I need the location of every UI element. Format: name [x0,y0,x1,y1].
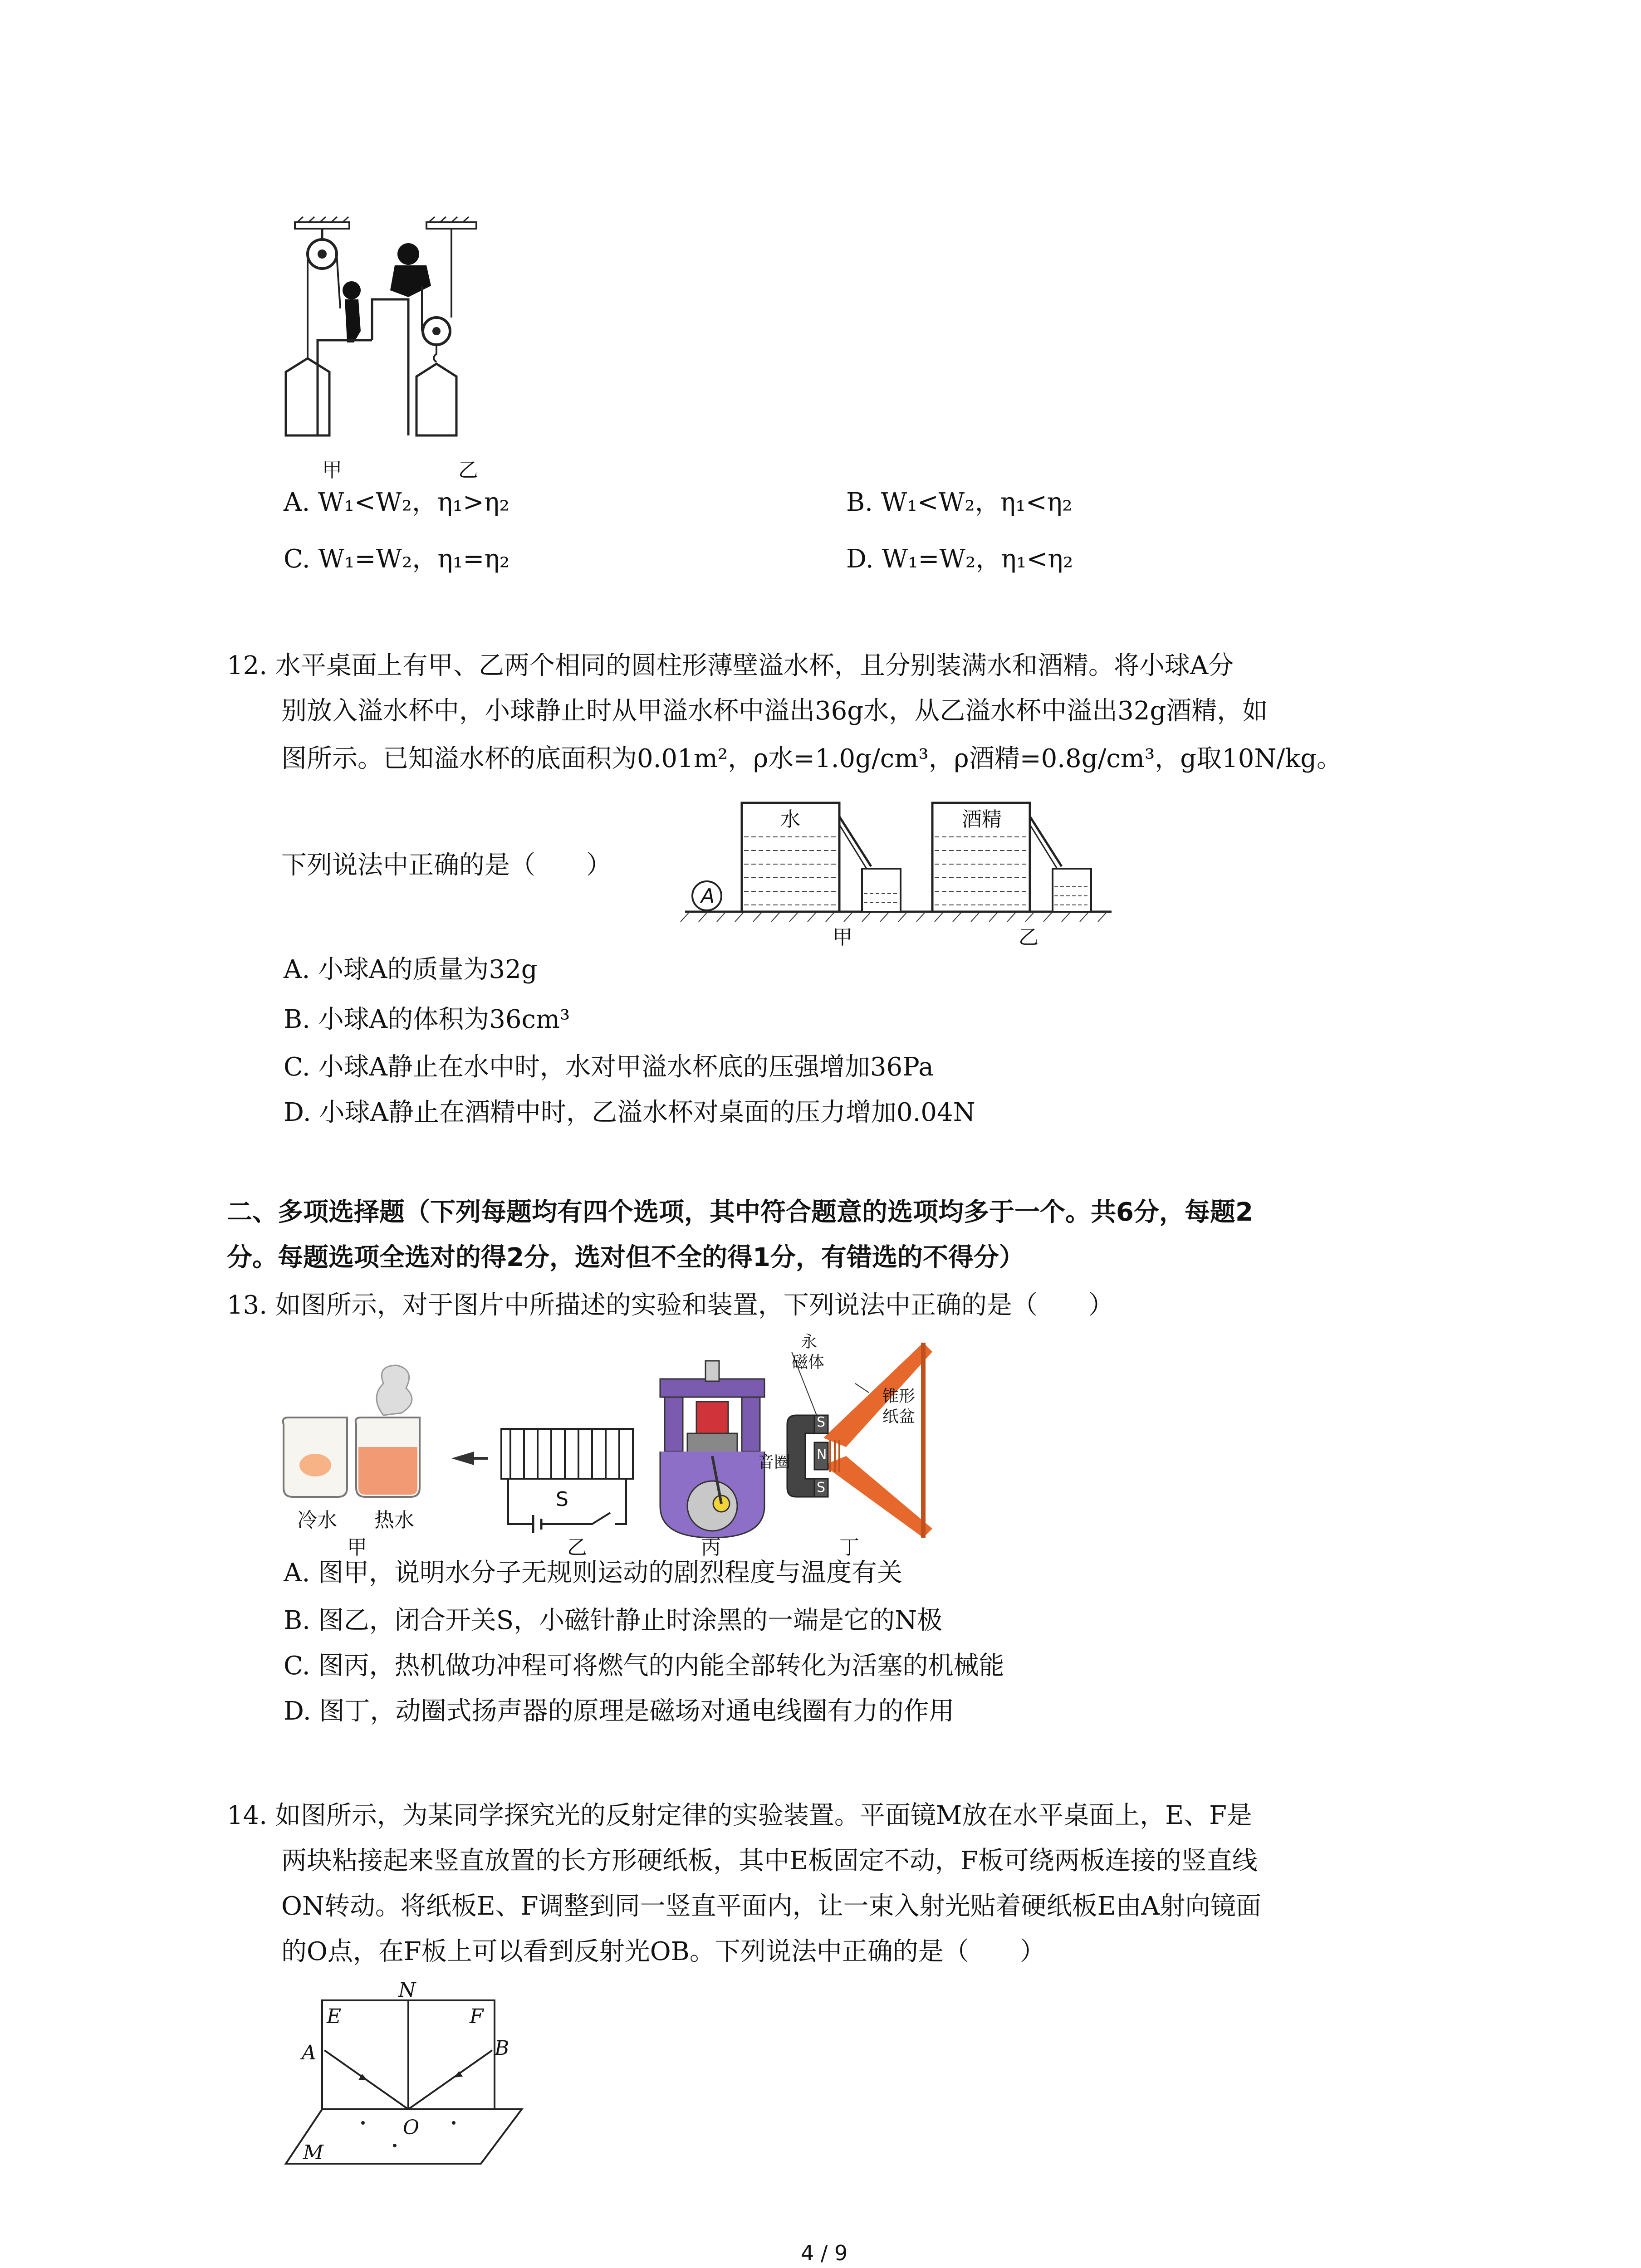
pole-s-top: S [817,1414,826,1430]
q14-stem-line-2: 两块粘接起来竖直放置的长方形硬纸板，其中E板固定不动，F板可绕两板连接的竖直线 [281,1846,1258,1876]
switch-label: S [556,1488,568,1511]
figure-label-jia: 甲 [322,459,342,482]
label-n: N [398,1979,416,2002]
q13-option-a: A. 图甲，说明水分子无规则运动的剧烈程度与温度有关 [284,1558,903,1588]
label-a: A [302,2041,316,2064]
label-hot-water: 热水 [374,1509,414,1532]
q12-option-d: D. 小球A静止在酒精中时，乙溢水杯对桌面的压力增加0.04N [284,1098,975,1127]
q11-option-c: C. W₁=W₂，η₁=η₂ [284,544,510,574]
cup-label-yi: 乙 [1019,926,1038,949]
pulley-figure [272,222,481,476]
fig-label-yi: 乙 [567,1536,587,1559]
q12-prompt: 下列说法中正确的是（ ） [281,850,612,880]
fig-label-jia: 甲 [347,1536,367,1559]
overflow-cup-figure [681,803,1116,953]
label-coil: 音圈 [758,1453,791,1471]
label-e: E [327,2005,342,2028]
fig-label-bing: 丙 [701,1536,721,1559]
label-magnet-2: 磁体 [792,1353,825,1372]
q11-option-a: A. W₁<W₂，η₁>η₂ [284,488,509,517]
label-f: F [470,2005,484,2028]
pole-s-bottom: S [817,1480,826,1496]
q12-stem-line-1: 12. 水平桌面上有甲、乙两个相同的圆柱形薄壁溢水杯，且分别装满水和酒精。将小球A分 [227,651,1234,680]
q12-option-c: C. 小球A静止在水中时，水对甲溢水杯底的压强增加36Pa [284,1052,934,1082]
q14-stem-line-4: 的O点，在F板上可以看到反射光OB。下列说法中正确的是（ ） [281,1937,1045,1966]
label-b: B [495,2037,509,2060]
label-cold-water: 冷水 [297,1509,337,1532]
q11-option-d: D. W₁=W₂，η₁<η₂ [846,544,1073,574]
page-number: 4 / 9 [801,2241,848,2265]
q14-stem-line-1: 14. 如图所示，为某同学探究光的反射定律的实验装置。平面镜M放在水平桌面上，E、F是 [227,1801,1252,1830]
q12-stem-line-2: 别放入溢水杯中，小球静止时从甲溢水杯中溢出36g水，从乙溢水杯中溢出32g酒精，如 [281,696,1268,726]
figure-label-yi: 乙 [458,459,478,482]
q12-option-b: B. 小球A的体积为36cm³ [284,1005,570,1034]
label-o: O [403,2116,420,2139]
label-m: M [303,2141,324,2164]
ball-a-label: A [701,885,715,908]
cup-label-jia: 甲 [833,926,852,949]
section2-heading-line-2: 分。每题选项全选对的得2分，选对但不全的得1分，有错选的不得分） [227,1243,1024,1272]
q12-option-a: A. 小球A的质量为32g [284,955,538,984]
q13-option-c: C. 图丙，热机做功冲程可将燃气的内能全部转化为活塞的机械能 [284,1651,1004,1681]
q11-option-b: B. W₁<W₂，η₁<η₂ [846,488,1073,517]
q13-option-b: B. 图乙，闭合开关S，小磁针静止时涂黑的一端是它的N极 [284,1606,943,1635]
label-alcohol: 酒精 [962,808,1002,831]
q14-stem-line-3: ON转动。将纸板E、F调整到同一竖直平面内，让一束入射光贴着硬纸板E由A射向镜面 [281,1892,1261,1921]
fig-label-ding: 丁 [839,1536,859,1559]
section2-heading-line-1: 二、多项选择题（下列每题均有四个选项，其中符合题意的选项均多于一个。共6分，每题2 [227,1198,1253,1227]
q13-option-d: D. 图丁，动圈式扬声器的原理是磁场对通电线圈有力的作用 [284,1696,955,1726]
label-cone-2: 纸盆 [882,1408,916,1426]
pole-n: N [817,1447,827,1463]
label-cone-1: 锥形 [882,1387,916,1406]
q12-stem-line-3: 图所示。已知溢水杯的底面积为0.01m²，ρ水=1.0g/cm³，ρ酒精=0.8g/cm³，g取10N/kg。 [281,744,1342,773]
label-water: 水 [780,808,800,831]
label-magnet-1: 永 [801,1333,818,1351]
q13-stem: 13. 如图所示，对于图片中所描述的实验和装置，下列说法中正确的是（ ） [227,1290,1114,1320]
